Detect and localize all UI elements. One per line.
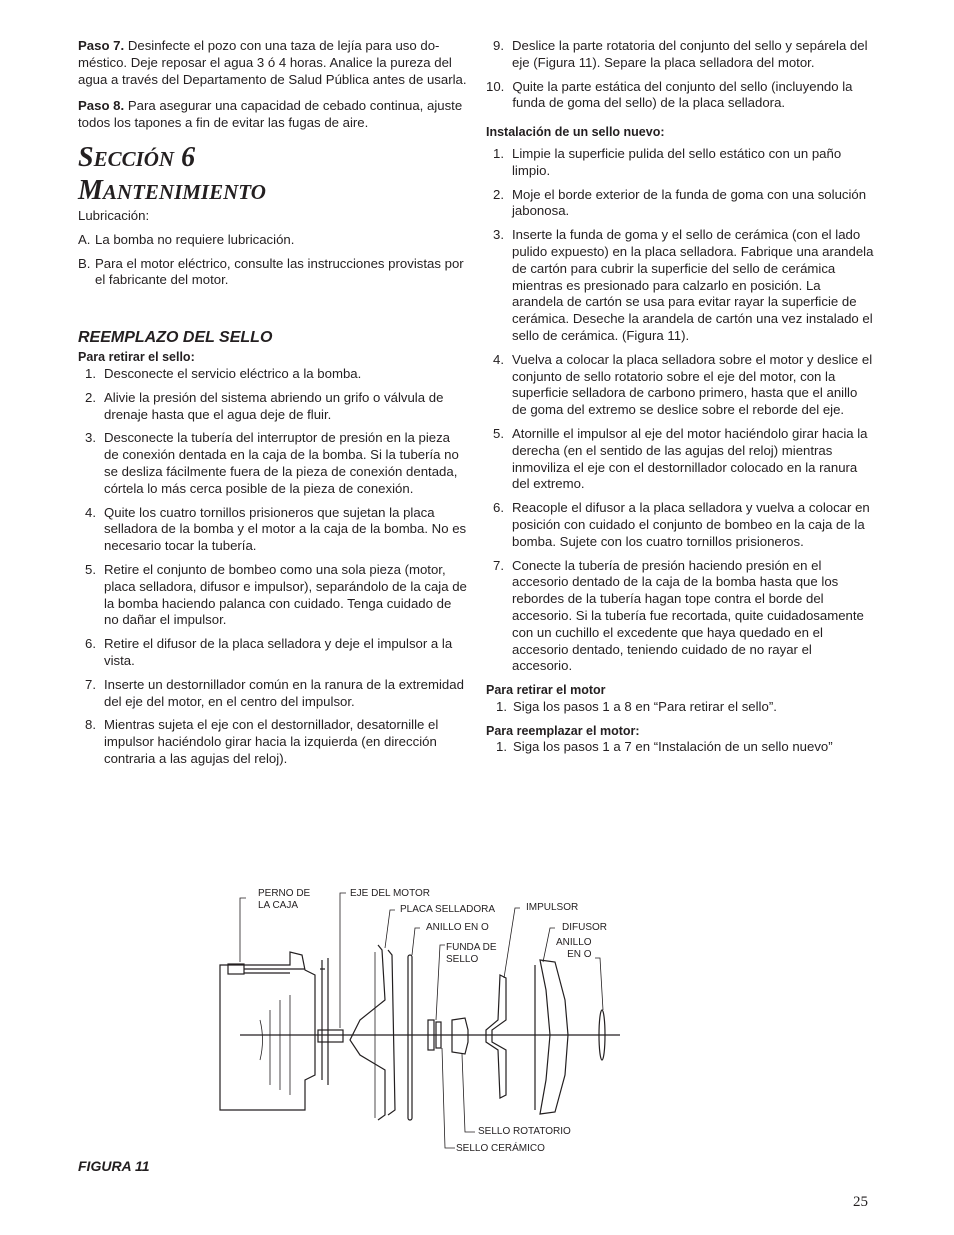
left-column xyxy=(78,38,468,775)
lubrication-item-1 xyxy=(78,232,468,249)
remove-step-cont-text: Deslice la parte rotatoria del conjunto del sello y sepárela del eje (Figura 11). Separe la placa selladora del motor. xyxy=(512,38,868,70)
remove-motor-label: Para retirar el motor xyxy=(486,683,606,698)
figure-11-diagram xyxy=(210,880,640,1160)
remove-step-6 xyxy=(78,636,468,670)
install-step-number: 1. xyxy=(493,145,504,161)
label-diffuser: DIFUSOR xyxy=(562,922,607,933)
label-rotary-seal: SELLO ROTATORIO xyxy=(478,1126,571,1137)
remove-seal-steps xyxy=(78,366,468,768)
replace-motor-step: 1. Siga los pasos 1 a 7 en “Instalación de un sello nuevo” xyxy=(496,739,833,755)
pump-housing xyxy=(220,952,315,1110)
remove-step-4 xyxy=(78,505,468,555)
remove-step-number: 3. xyxy=(85,430,96,446)
lubrication-item-text: Para el motor eléctrico, consulte las instrucciones provistas por el fabricante del motor. xyxy=(95,255,464,288)
remove-step-text: Retire el difusor de la placa selladora y deje el impulsor a la vista. xyxy=(104,636,453,668)
remove-step-text: Mientras sujeta el eje con el destornillador, desatornille el impulsor haciéndolo girar hacia la izquierda (en dirección contraria a las agujas del reloj). xyxy=(104,717,439,766)
remove-step-number: 5. xyxy=(85,561,96,577)
remove-step-number: 4. xyxy=(85,504,96,520)
remove-step-cont-2 xyxy=(486,79,874,113)
o-ring-1 xyxy=(408,955,412,1120)
install-step-5 xyxy=(486,426,874,493)
install-step-number: 3. xyxy=(493,227,504,243)
install-step-7 xyxy=(486,558,874,676)
install-step-1 xyxy=(486,146,874,180)
remove-step-text: Alivie la presión del sistema abriendo un grifo o válvula de drenaje hasta que el agua deje de fluir. xyxy=(104,389,444,422)
remove-seal-steps-continued xyxy=(486,38,874,112)
figure-caption: FIGURA 11 xyxy=(78,1158,150,1174)
remove-motor-step: 1. Siga los pasos 1 a 8 en “Para retirar el sello”. xyxy=(496,698,777,714)
remove-seal-label: Para retirar el sello: xyxy=(78,350,195,365)
install-step-text: Vuelva a colocar la placa selladora sobre el motor y deslice el conjunto de sello rotatorio sobre el eje del motor, con la superficie selladora de carbono primero, hasta que el anillo de goma del extremo se deslice sobre el reborde del eje. xyxy=(512,351,873,418)
paso-7-paragraph xyxy=(78,38,468,88)
label-impeller: IMPULSOR xyxy=(526,902,579,913)
section-heading-line-2: MANTENIMIENTO xyxy=(78,174,266,206)
install-step-number: 5. xyxy=(493,425,504,441)
impeller xyxy=(486,975,506,1098)
label-seal-sleeve: FUNDA DE SELLO xyxy=(446,942,497,965)
remove-step-3 xyxy=(78,430,468,497)
install-step-4 xyxy=(486,352,874,419)
remove-step-number: 2. xyxy=(85,389,96,405)
remove-step-number: 1. xyxy=(85,365,96,381)
install-step-text: Conecte la tubería de presión haciendo presión en el accesorio dentado de la caja de la bomba hasta que los rebordes de la tubería hagan tope contra el borde del accesorio. Si la tubería fue recortada, quite cuidadosamente con un cuchillo el excedente que haya quedado en el accesorio dentado, teniendo cuidado de no rayar el accesorio. xyxy=(512,557,864,674)
install-seal-label: Instalación de un sello nuevo: xyxy=(486,125,665,140)
right-column xyxy=(486,38,874,763)
install-step-text: Moje el borde exterior de la funda de goma con una solución jabonosa. xyxy=(512,186,867,219)
replace-motor-label: Para reemplazar el motor: xyxy=(486,723,640,738)
paso-8-paragraph xyxy=(78,98,468,132)
label-o-ring-2: ANILLO EN O xyxy=(556,937,592,960)
install-step-text: Limpie la superficie pulida del sello estático con un paño limpio. xyxy=(512,145,842,178)
install-step-3 xyxy=(486,227,874,345)
label-motor-shaft: EJE DEL MOTOR xyxy=(350,888,431,899)
remove-step-cont-number: 10. xyxy=(486,78,505,94)
label-seal-plate: PLACA SELLADORA xyxy=(400,904,496,915)
remove-step-number: 6. xyxy=(85,636,96,652)
install-step-number: 7. xyxy=(493,557,504,573)
paso-8-text: Para asegurar una capacidad de cebado continua, ajuste todos los tapones a fin de evitar las fugas de aire. xyxy=(78,98,463,131)
lubrication-item-number: A. xyxy=(78,231,91,247)
install-step-6 xyxy=(486,500,874,550)
remove-step-text: Quite los cuatro tornillos prisioneros que sujetan la placa selladora de la bomba y el motor a la caja de la bomba. No es necesario tocar la tubería. xyxy=(104,504,467,554)
remove-step-cont-number: 9. xyxy=(493,38,504,53)
install-step-text: Reacople el difusor a la placa selladora y vuelva a colocar en posición con cuidado el conjunto de bombeo en la caja de la bomba. Sujete con los cuatro tornillos prisioneros. xyxy=(512,500,870,549)
remove-step-cont-1 xyxy=(486,38,874,72)
lubrication-item-number: B. xyxy=(78,255,91,271)
paso-7-label: Paso 7. xyxy=(78,38,125,53)
install-step-2 xyxy=(486,187,874,221)
remove-step-7 xyxy=(78,677,468,711)
remove-step-text: Desconecte la tubería del interruptor de presión en la pieza de conexión dentada en la caja de la bomba. Si la tubería no se desliza fácilmente fuera de la pieza de conexión dentada, córtela lo más cerca posible de la pieza de conexión. xyxy=(104,430,459,496)
seal-replacement-heading: REEMPLAZO DEL SELLO xyxy=(78,329,273,347)
remove-step-8 xyxy=(78,717,468,767)
remove-step-number: 7. xyxy=(85,676,96,692)
section-heading-line-1: SECCIÓN 6 xyxy=(78,141,196,173)
lubrication-list xyxy=(78,232,468,289)
remove-step-number: 8. xyxy=(85,717,96,733)
install-seal-steps xyxy=(486,146,874,675)
lubrication-label: Lubricación: xyxy=(78,207,150,223)
remove-step-text: Inserte un destornillador común en la ranura de la extremidad del eje del motor, en el centro del impulsor. xyxy=(104,676,464,709)
section-heading xyxy=(78,142,468,208)
paso-7-text: Desinfecte el pozo con una taza de lejía para uso do-méstico. Deje reposar el agua 3 ó 4 horas. Analice la pureza del agua a través del Departamento de Salud Pública antes de usarla. xyxy=(78,38,467,87)
install-step-number: 6. xyxy=(493,500,504,516)
remove-step-text: Desconecte el servicio eléctrico a la bomba. xyxy=(104,365,362,381)
remove-step-text: Retire el conjunto de bombeo como una sola pieza (motor, placa selladora, difusor e impulsor), separándolo de la caja de la bomba haciendo palanca con cuidado. Tenga cuidado de no dañar el impulsor. xyxy=(104,561,467,628)
paso-8-label: Paso 8. xyxy=(78,98,125,114)
install-step-number: 4. xyxy=(493,351,504,367)
diffuser xyxy=(540,960,568,1114)
lubrication-item-text: La bomba no requiere lubricación. xyxy=(95,231,295,247)
remove-step-2 xyxy=(78,390,468,424)
install-step-number: 2. xyxy=(493,186,504,202)
remove-step-1 xyxy=(78,366,468,383)
ceramic-seal xyxy=(452,1018,468,1054)
remove-step-5 xyxy=(78,562,468,629)
install-step-text: Inserte la funda de goma y el sello de cerámica (con el lado pulido expuesto) en la placa selladora. Fabrique una arandela de cartón para cubrir la superficie del sello de cerámica mientras es presionado para calzarlo en posición. La arandela de cartón se usa para evitar rayar la superficie de cerámica. Deseche la arandela de cartón una vez instalado el sello de cerámica. (Figura 11). xyxy=(512,227,874,343)
label-housing-bolt: PERNO DE LA CAJA xyxy=(258,888,311,911)
remove-step-cont-text: Quite la parte estática del conjunto del sello (incluyendo la funda de goma del sello) de la placa selladora. xyxy=(512,78,853,111)
page-number: 25 xyxy=(853,1194,868,1210)
seal-plate xyxy=(350,945,385,1120)
install-step-text: Atornille el impulsor al eje del motor haciéndolo girar hacia la derecha (en el sentido de las agujas del reloj) mientras inmoviliza el eje con el destornillador colocado en la ranura del extremo. xyxy=(512,425,868,492)
lubrication-item-2 xyxy=(78,256,468,290)
label-o-ring-1: ANILLO EN O xyxy=(426,922,489,933)
label-ceramic-seal: SELLO CERÁMICO xyxy=(456,1143,545,1154)
